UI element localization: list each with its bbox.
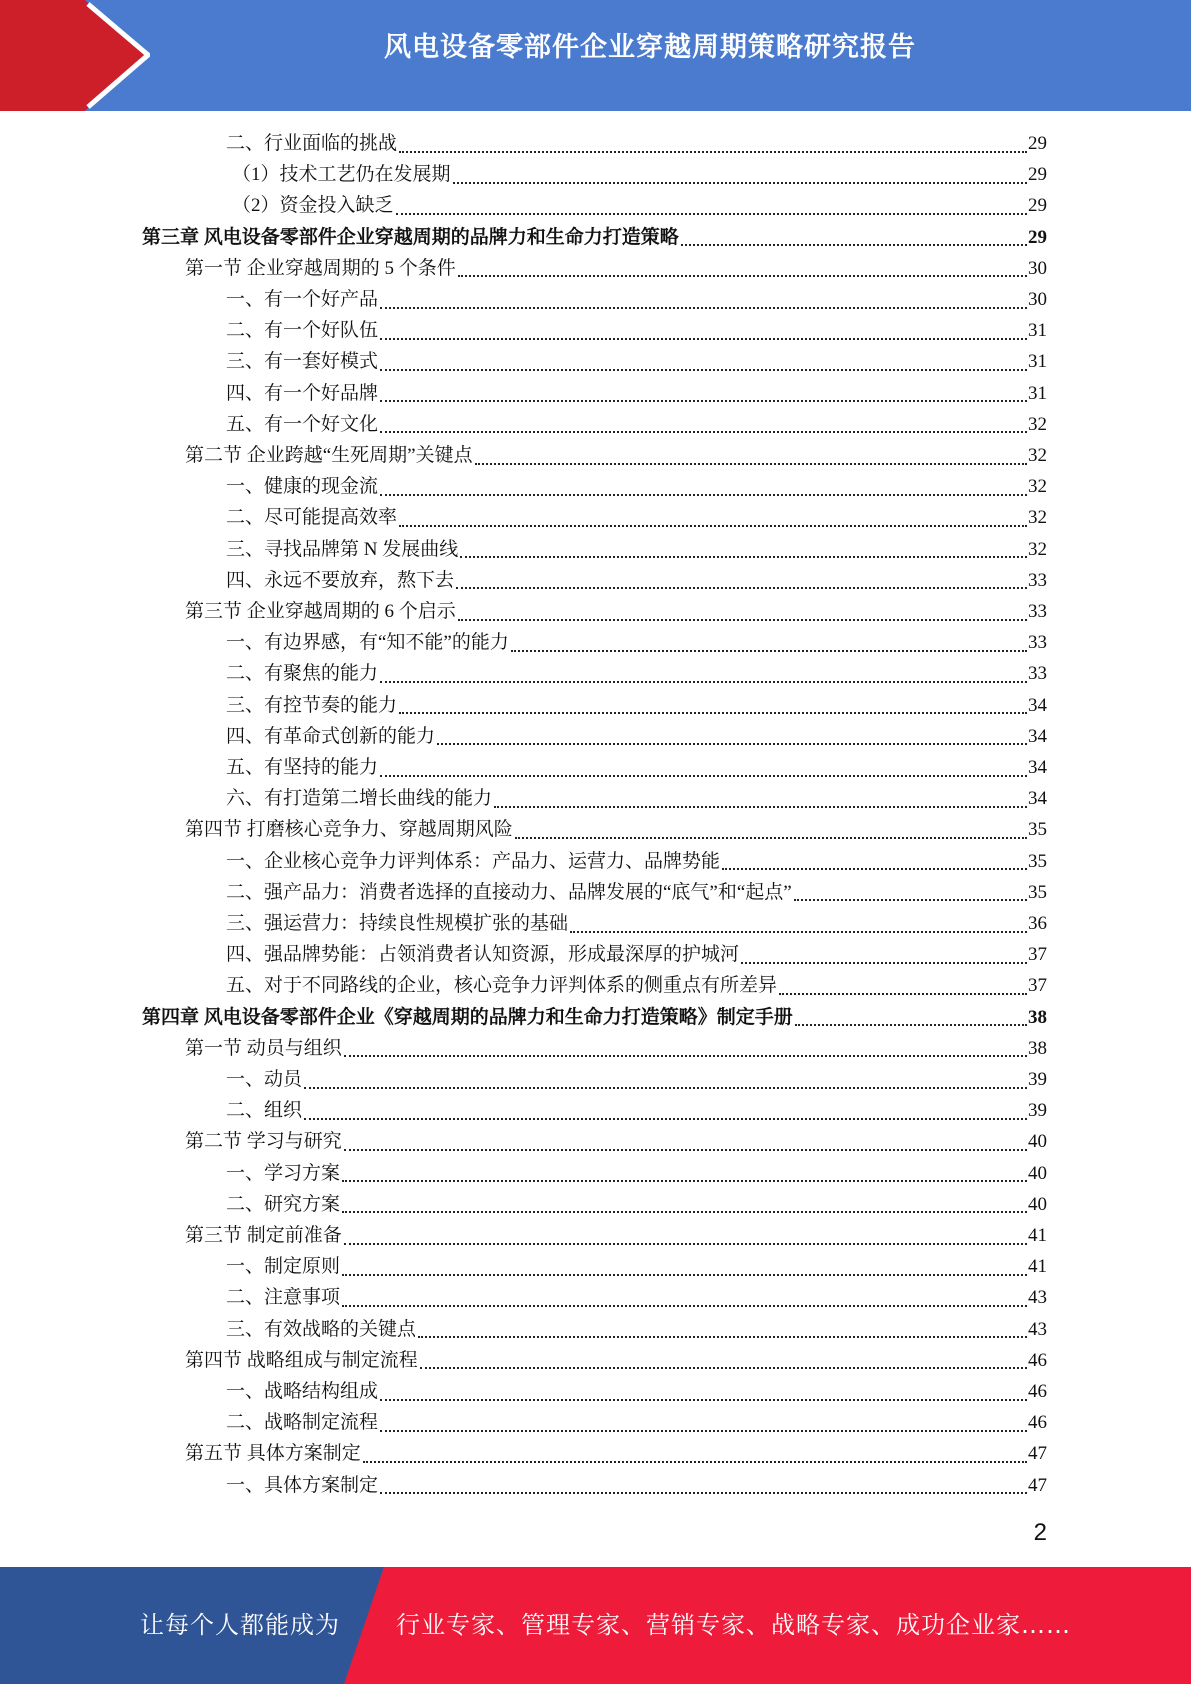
toc-entry-title: 一、健康的现金流 — [226, 476, 379, 498]
toc-page-number: 33 — [1028, 601, 1047, 622]
toc-entry-title: 第三节 制定前准备 — [185, 1225, 342, 1246]
toc-entry-title: 二、有一个好队伍 — [226, 320, 379, 342]
toc-entry-title: 三、有效战略的关键点 — [226, 1318, 417, 1340]
toc-page-number: 38 — [1028, 1037, 1047, 1059]
toc-entry-title: 四、有一个好品牌 — [226, 382, 379, 404]
toc-item-entry[interactable] — [226, 908, 1047, 939]
toc-page-number: 39 — [1028, 1069, 1047, 1090]
toc-entry-title: 五、有坚持的能力 — [226, 757, 379, 778]
toc-page-number: 32 — [1028, 413, 1047, 435]
toc-page-number: 29 — [1028, 195, 1047, 217]
toc-page-number: 34 — [1028, 694, 1047, 716]
toc-entry-title: 四、永远不要放弃，熬下去 — [226, 569, 455, 591]
toc-page-number: 46 — [1028, 1412, 1047, 1434]
toc-leader-dots — [399, 151, 1027, 153]
toc-item-entry[interactable] — [226, 409, 1047, 440]
toc-item-entry[interactable] — [226, 1095, 1047, 1126]
toc-item-entry[interactable] — [226, 939, 1047, 970]
toc-leader-dots — [380, 494, 1027, 496]
toc-entry-title: 五、对于不同路线的企业，核心竞争力评判体系的侧重点有所差异 — [226, 975, 778, 997]
toc-leader-dots — [380, 369, 1027, 371]
toc-entry-title: 第二节 学习与研究 — [185, 1131, 342, 1153]
toc-leader-dots — [511, 650, 1027, 652]
toc-leader-dots — [380, 1492, 1027, 1494]
toc-entry-title: 三、有一套好模式 — [226, 351, 379, 373]
toc-entry-title: 一、学习方案 — [226, 1162, 341, 1184]
toc-entry-title: 二、强产品力：消费者选择的直接动力、品牌发展的“底气”和“起点” — [226, 881, 792, 903]
toc-entry-title: 二、有聚焦的能力 — [226, 663, 379, 685]
toc-leader-dots — [380, 775, 1027, 777]
toc-item-entry[interactable] — [226, 1470, 1047, 1501]
toc-page-number: 46 — [1028, 1349, 1047, 1371]
toc-entry-title: （2）资金投入缺乏 — [232, 195, 394, 217]
toc-item-entry[interactable] — [226, 346, 1047, 377]
toc-page-number: 36 — [1028, 913, 1047, 934]
report-title: 风电设备零部件企业穿越周期策略研究报告 — [384, 32, 916, 63]
toc-page-number: 46 — [1028, 1381, 1047, 1402]
toc-entry-title: 二、注意事项 — [226, 1287, 341, 1309]
toc-item-entry[interactable] — [226, 1407, 1047, 1438]
toc-item-entry[interactable] — [232, 190, 1047, 221]
toc-leader-dots — [794, 899, 1027, 901]
toc-section-entry[interactable] — [185, 440, 1047, 471]
toc-item-entry[interactable] — [226, 627, 1047, 658]
toc-item-entry[interactable] — [226, 658, 1047, 689]
toc-leader-dots — [570, 931, 1027, 933]
toc-item-entry[interactable] — [226, 1282, 1047, 1313]
toc-leader-dots — [304, 1087, 1027, 1089]
toc-leader-dots — [344, 1243, 1027, 1245]
toc-page-number: 35 — [1028, 850, 1047, 872]
toc-entry-title: 第三章 风电设备零部件企业穿越周期的品牌力和生命力打造策略 — [142, 226, 679, 248]
toc-item-entry[interactable] — [226, 471, 1047, 502]
toc-entry-title: 四、强品牌势能：占领消费者认知资源，形成最深厚的护城河 — [226, 944, 740, 966]
toc-page-number: 40 — [1028, 1193, 1047, 1215]
toc-entry-title: 第五节 具体方案制定 — [185, 1443, 361, 1465]
toc-leader-dots — [475, 463, 1027, 465]
header-red-arrow — [0, 0, 150, 111]
toc-item-entry[interactable] — [226, 846, 1047, 877]
toc-entry-title: 三、有控节奏的能力 — [226, 694, 398, 716]
toc-item-entry[interactable] — [226, 1189, 1047, 1220]
toc-page-number: 31 — [1028, 320, 1047, 342]
toc-leader-dots — [304, 1118, 1027, 1120]
toc-page-number: 35 — [1028, 819, 1047, 841]
toc-item-entry[interactable] — [226, 752, 1047, 783]
toc-leader-dots — [399, 525, 1027, 527]
toc-page-number: 38 — [1028, 1006, 1047, 1028]
toc-item-entry[interactable] — [226, 970, 1047, 1001]
toc-entry-title: 第三节 企业穿越周期的 6 个启示 — [185, 601, 456, 622]
toc-leader-dots — [380, 400, 1027, 402]
toc-item-entry[interactable] — [226, 877, 1047, 908]
toc-entry-title: 一、战略结构组成 — [226, 1381, 379, 1402]
toc-leader-dots — [380, 338, 1027, 340]
toc-page-number: 33 — [1028, 569, 1047, 591]
toc-page-number: 43 — [1028, 1318, 1047, 1340]
toc-entry-title: （1）技术工艺仍在发展期 — [232, 164, 451, 186]
toc-section-entry[interactable] — [185, 1438, 1047, 1469]
toc-page-number: 37 — [1028, 944, 1047, 966]
toc-item-entry[interactable] — [226, 1314, 1047, 1345]
toc-item-entry[interactable] — [226, 1251, 1047, 1282]
toc-entry-title: 一、制定原则 — [226, 1256, 341, 1278]
toc-entry-title: 三、强运营力：持续良性规模扩张的基础 — [226, 913, 569, 934]
toc-leader-dots — [399, 712, 1027, 714]
page-number: 2 — [1033, 1519, 1047, 1546]
toc-page-number: 39 — [1028, 1100, 1047, 1122]
toc-page-number: 33 — [1028, 663, 1047, 685]
toc-page-number: 31 — [1028, 351, 1047, 373]
toc-entry-title: 一、具体方案制定 — [226, 1474, 379, 1496]
toc-page-number: 34 — [1028, 788, 1047, 810]
toc-leader-dots — [418, 1336, 1027, 1338]
toc-leader-dots — [460, 556, 1027, 558]
toc-chapter-entry[interactable] — [142, 1002, 1047, 1033]
toc-leader-dots — [342, 1180, 1027, 1182]
toc-page-number: 32 — [1028, 507, 1047, 529]
toc-leader-dots — [380, 1399, 1027, 1401]
footer-slogan-right: 行业专家、管理专家、营销专家、战略专家、成功企业家…… — [396, 1611, 1071, 1639]
toc-item-entry[interactable] — [232, 159, 1047, 190]
toc-leader-dots — [344, 1149, 1027, 1151]
toc-leader-dots — [396, 213, 1027, 215]
toc-leader-dots — [380, 681, 1027, 683]
toc-leader-dots — [344, 1055, 1027, 1057]
toc-page-number: 33 — [1028, 632, 1047, 654]
toc-leader-dots — [458, 619, 1027, 621]
toc-leader-dots — [779, 993, 1027, 995]
toc-entry-title: 第二节 企业跨越“生死周期”关键点 — [185, 445, 473, 466]
toc-page-number: 40 — [1028, 1162, 1047, 1184]
toc-section-entry[interactable] — [185, 1033, 1047, 1064]
toc-page-number: 41 — [1028, 1225, 1047, 1246]
toc-leader-dots — [458, 275, 1027, 277]
toc-section-entry[interactable] — [185, 814, 1047, 845]
toc-leader-dots — [380, 307, 1027, 309]
toc-page-number: 34 — [1028, 757, 1047, 778]
toc-entry-title: 二、战略制定流程 — [226, 1412, 379, 1434]
toc-page-number: 41 — [1028, 1256, 1047, 1278]
toc-page-number: 30 — [1028, 257, 1047, 279]
toc-entry-title: 三、寻找品牌第 N 发展曲线 — [226, 538, 459, 560]
toc-entry-title: 一、有一个好产品 — [226, 289, 379, 310]
toc-page-number: 35 — [1028, 881, 1047, 903]
toc-item-entry[interactable] — [226, 128, 1047, 159]
toc-leader-dots — [380, 431, 1027, 433]
toc-leader-dots — [342, 1274, 1027, 1276]
toc-entry-title: 二、行业面临的挑战 — [226, 133, 398, 154]
toc-item-entry[interactable] — [226, 783, 1047, 814]
toc-leader-dots — [795, 1024, 1027, 1026]
toc-entry-title: 一、动员 — [226, 1069, 303, 1090]
toc-leader-dots — [363, 1461, 1027, 1463]
toc-leader-dots — [494, 806, 1027, 808]
toc-entry-title: 第四章 风电设备零部件企业《穿越周期的品牌力和生命力打造策略》制定手册 — [142, 1006, 793, 1028]
toc-entry-title: 四、有革命式创新的能力 — [226, 725, 436, 747]
toc-page-number: 47 — [1028, 1443, 1047, 1465]
toc-page-number: 32 — [1028, 476, 1047, 498]
toc-entry-title: 二、组织 — [226, 1100, 303, 1122]
toc-page-number: 40 — [1028, 1131, 1047, 1153]
toc-page-number: 32 — [1028, 445, 1047, 466]
toc-section-entry[interactable] — [185, 1220, 1047, 1251]
toc-entry-title: 二、研究方案 — [226, 1193, 341, 1215]
toc-item-entry[interactable] — [226, 502, 1047, 533]
toc-leader-dots — [722, 868, 1027, 870]
toc-page-number: 30 — [1028, 289, 1047, 310]
toc-page-number: 31 — [1028, 382, 1047, 404]
toc-page-number: 47 — [1028, 1474, 1047, 1496]
toc-item-entry[interactable] — [226, 1158, 1047, 1189]
toc-leader-dots — [437, 743, 1027, 745]
toc-leader-dots — [420, 1367, 1027, 1369]
toc-item-entry[interactable] — [226, 1376, 1047, 1407]
toc-section-entry[interactable] — [185, 1345, 1047, 1376]
toc-item-entry[interactable] — [226, 284, 1047, 315]
toc-chapter-entry[interactable] — [142, 222, 1047, 253]
toc-entry-title: 一、有边界感，有“知不能”的能力 — [226, 632, 509, 654]
toc-item-entry[interactable] — [226, 565, 1047, 596]
toc-item-entry[interactable] — [226, 534, 1047, 565]
toc-entry-title: 第四节 战略组成与制定流程 — [185, 1349, 418, 1371]
toc-item-entry[interactable] — [226, 315, 1047, 346]
toc-section-entry[interactable] — [185, 596, 1047, 627]
toc-leader-dots — [342, 1211, 1027, 1213]
toc-entry-title: 第一节 企业穿越周期的 5 个条件 — [185, 257, 456, 279]
toc-entry-title: 五、有一个好文化 — [226, 413, 379, 435]
toc-page-number: 29 — [1028, 226, 1047, 248]
toc-page-number: 34 — [1028, 725, 1047, 747]
toc-item-entry[interactable] — [226, 690, 1047, 721]
toc-section-entry[interactable] — [185, 253, 1047, 284]
toc-page-number: 37 — [1028, 975, 1047, 997]
toc-page-number: 32 — [1028, 538, 1047, 560]
toc-leader-dots — [453, 182, 1027, 184]
toc-page-number: 29 — [1028, 133, 1047, 154]
toc-leader-dots — [741, 962, 1027, 964]
page-header — [0, 0, 1191, 111]
toc-entry-title: 六、有打造第二增长曲线的能力 — [226, 788, 493, 810]
toc-leader-dots — [380, 1430, 1027, 1432]
toc-leader-dots — [342, 1305, 1027, 1307]
toc-page-number: 29 — [1028, 164, 1047, 186]
toc-entry-title: 第四节 打磨核心竞争力、穿越周期风险 — [185, 819, 513, 841]
toc-item-entry[interactable] — [226, 378, 1047, 409]
toc-leader-dots — [681, 244, 1027, 246]
footer-slogan-left: 让每个人都能成为 — [140, 1611, 340, 1639]
toc-item-entry[interactable] — [226, 1064, 1047, 1095]
toc-entry-title: 第一节 动员与组织 — [185, 1037, 342, 1059]
toc-entry-title: 二、尽可能提高效率 — [226, 507, 398, 529]
toc-item-entry[interactable] — [226, 721, 1047, 752]
toc-section-entry[interactable] — [185, 1126, 1047, 1157]
toc-leader-dots — [456, 587, 1027, 589]
toc-leader-dots — [515, 837, 1027, 839]
page-footer — [0, 1567, 1191, 1684]
toc-page-number: 43 — [1028, 1287, 1047, 1309]
toc-entry-title: 一、企业核心竞争力评判体系：产品力、运营力、品牌势能 — [226, 850, 721, 872]
